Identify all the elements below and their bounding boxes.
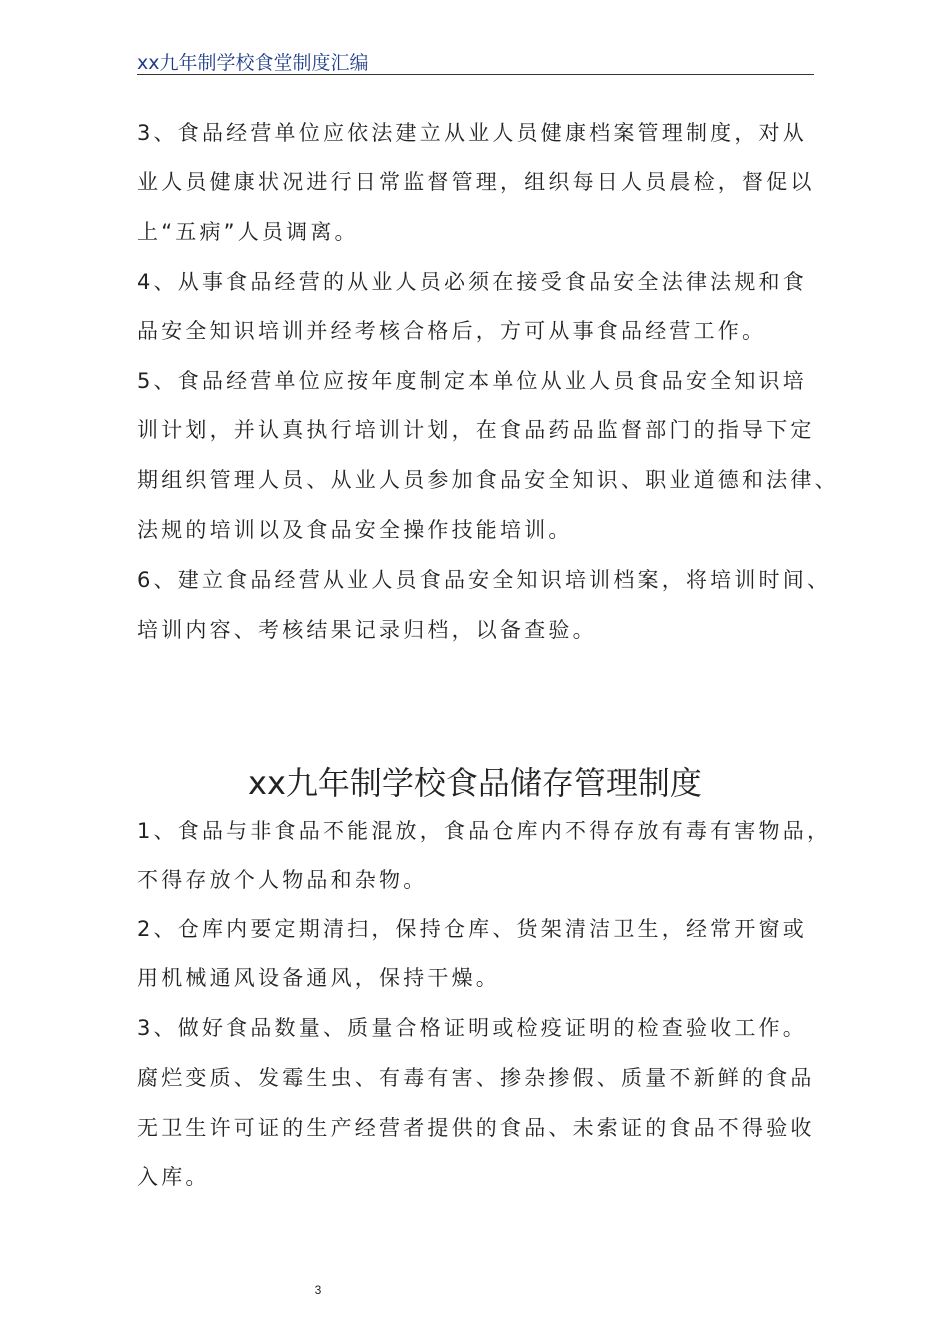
paragraph-line: 3、做好食品数量、质量合格证明或检疫证明的检查验收工作。 (137, 1016, 807, 1040)
paragraph-line: 4、从事食品经营的从业人员必须在接受食品安全法律法规和食 (137, 270, 807, 294)
paragraph-line: 1、食品与非食品不能混放，食品仓库内不得存放有毒有害物品， (137, 819, 832, 843)
paragraph-line: 业人员健康状况进行日常监督管理，组织每日人员晨检，督促以 (137, 170, 815, 194)
header-title: xx九年制学校食堂制度汇编 (137, 52, 369, 74)
paragraph-line: 法规的培训以及食品安全操作技能培训。 (137, 518, 573, 542)
paragraph-line: 培训内容、考核结果记录归档，以备查验。 (137, 618, 597, 642)
paragraph-line: 3、食品经营单位应依法建立从业人员健康档案管理制度，对从 (137, 121, 807, 145)
paragraph-line: 入库。 (137, 1165, 210, 1189)
page-number: 3 (314, 1283, 322, 1297)
paragraph-line: 用机械通风设备通风，保持干燥。 (137, 966, 500, 990)
paragraph-line: 不得存放个人物品和杂物。 (137, 868, 428, 892)
paragraph-line: 品安全知识培训并经考核合格后，方可从事食品经营工作。 (137, 319, 767, 343)
paragraph-line: 期组织管理人员、从业人员参加食品安全知识、职业道德和法律、 (137, 468, 839, 492)
paragraph-line: 腐烂变质、发霉生虫、有毒有害、掺杂掺假、质量不新鲜的食品 (137, 1066, 815, 1090)
paragraph-line: 训计划，并认真执行培训计划，在食品药品监督部门的指导下定 (137, 418, 815, 442)
paragraph-line: 6、建立食品经营从业人员食品安全知识培训档案，将培训时间、 (137, 568, 832, 592)
section-title: xx九年制学校食品储存管理制度 (248, 764, 702, 802)
page-header (137, 44, 814, 75)
paragraph-line: 上“五病”人员调离。 (137, 220, 359, 244)
paragraph-line: 2、仓库内要定期清扫，保持仓库、货架清洁卫生，经常开窗或 (137, 917, 807, 941)
paragraph-line: 无卫生许可证的生产经营者提供的食品、未索证的食品不得验收 (137, 1116, 815, 1140)
paragraph-line: 5、食品经营单位应按年度制定本单位从业人员食品安全知识培 (137, 369, 807, 393)
